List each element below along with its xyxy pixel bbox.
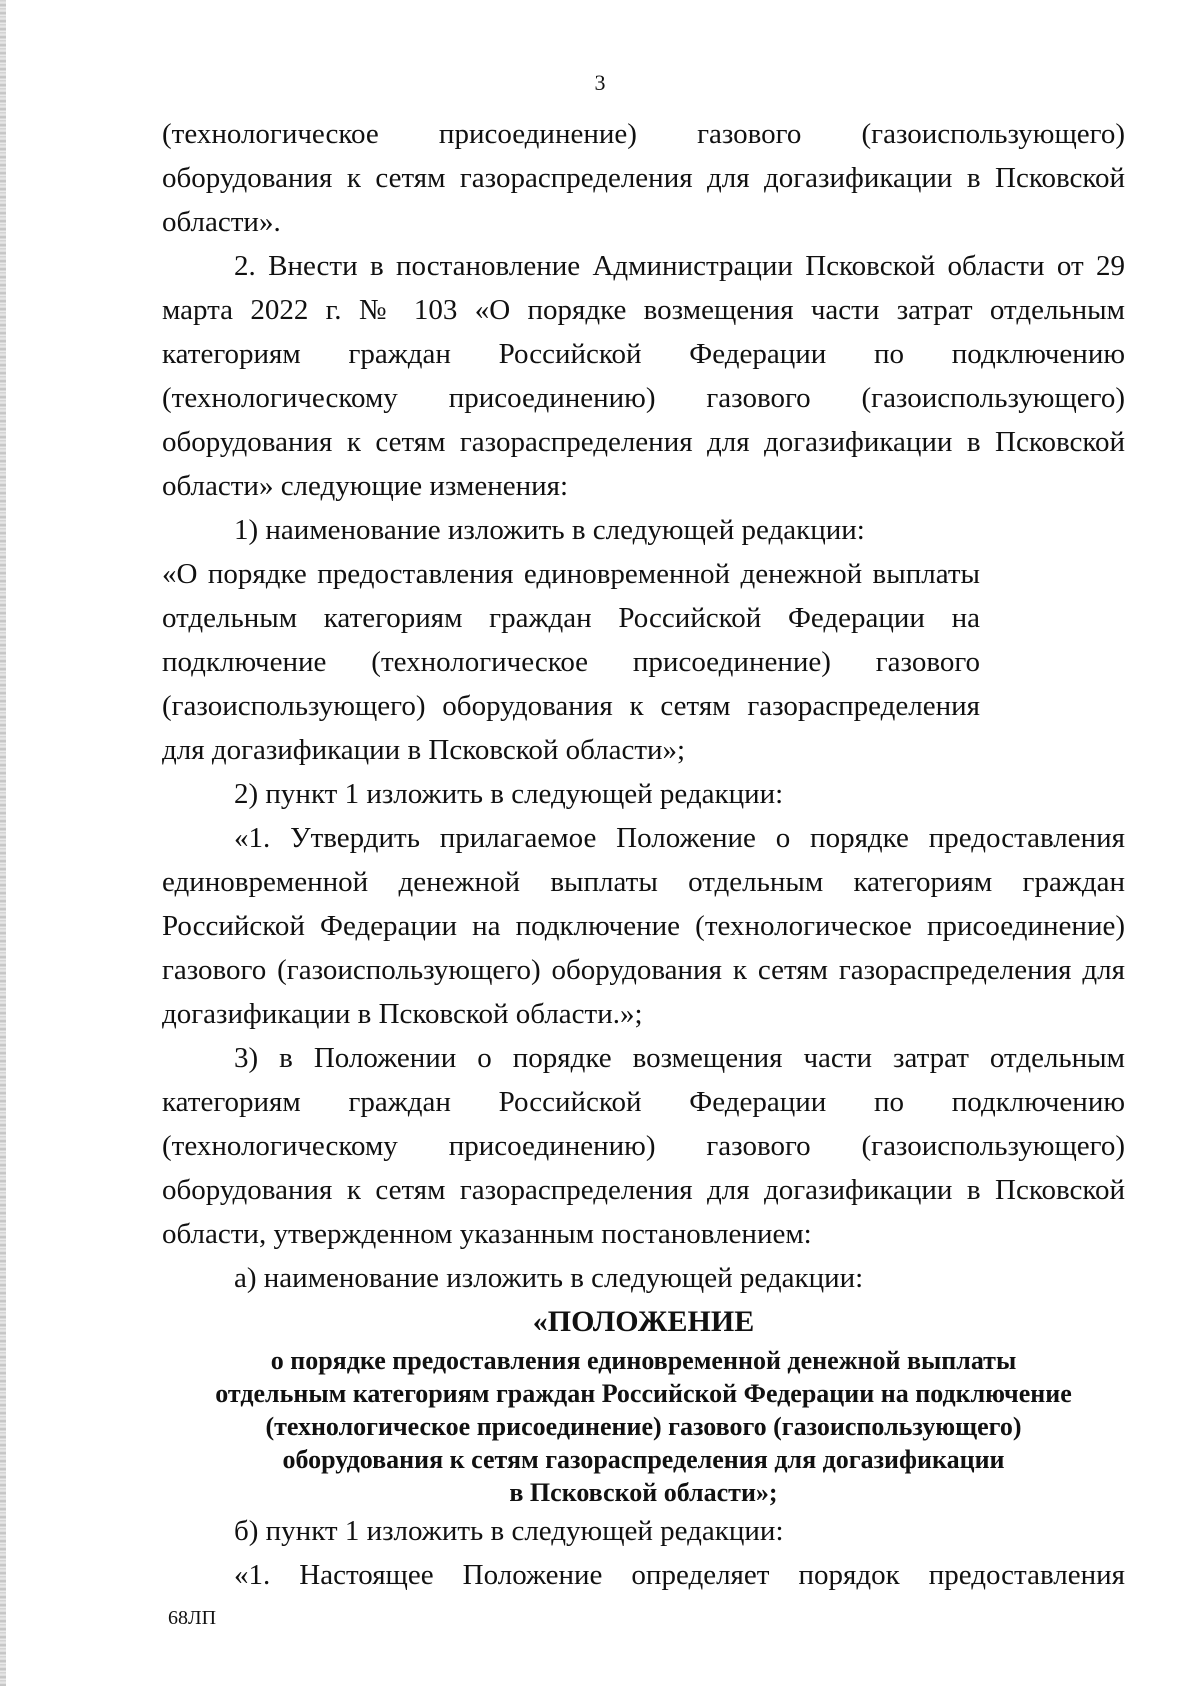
paragraph-8: б) пункт 1 изложить в следующей редакции: [234, 1515, 784, 1547]
paragraph-9: «1. Настоящее Положение определяет порядок предоставления [234, 1559, 1125, 1591]
heading-line-2: отдельным категориям граждан Российской Федерации на подключение [215, 1379, 1072, 1408]
scan-edge [0, 0, 6, 1686]
paragraph-4: 2) пункт 1 изложить в следующей редакции: [234, 778, 784, 810]
paragraph-5: «1. Утвердить прилагаемое Положение о порядке предоставления единовременной денежной выплаты отдельным категориям граждан Российской Федерации на подключение (технологическое присоединение) газового (газоиспользующего) оборудования к сетям газораспределения для догазификации в Псковской области.»; [162, 822, 1125, 1030]
heading-line-4: оборудования к сетям газораспределения для догазификации [282, 1445, 1005, 1474]
document-body [162, 112, 1125, 1597]
quoted-title: «О порядке предоставления единовременной денежной выплаты отдельным категориям граждан Российской Федерации на подключение (технологическое присоединение) газового (газоиспользующего) оборудования к сетям газораспределения для догазификации в Псковской области»; [162, 558, 980, 766]
paragraph-2: 2. Внести в постановление Администрации Псковской области от 29 марта 2022 г. № 103 «О порядке возмещения части затрат отдельным категориям граждан Российской Федерации по подключению (технологическому присоединению) газового (газоиспользующего) оборудования к сетям газораспределения для догазификации в Псковской области» следующие изменения: [162, 250, 1125, 502]
page-number: 3 [594, 70, 606, 95]
paragraph-7: а) наименование изложить в следующей редакции: [234, 1262, 864, 1294]
heading-line-5: в Псковской области»; [509, 1478, 778, 1507]
document-code: 68ЛП [168, 1607, 217, 1629]
heading-title: «ПОЛОЖЕНИЕ [532, 1305, 755, 1338]
heading-line-1: о порядке предоставления единовременной денежной выплаты [270, 1346, 1017, 1375]
paragraph-3: 1) наименование изложить в следующей редакции: [234, 514, 865, 546]
regulation-heading [162, 1300, 1125, 1509]
heading-line-3: (технологическое присоединение) газового (газоиспользующего) [265, 1412, 1022, 1441]
paragraph-1: (технологическое присоединение) газового (газоиспользующего) оборудования к сетям газораспределения для догазификации в Псковской области». [162, 118, 1125, 238]
paragraph-6: 3) в Положении о порядке возмещения части затрат отдельным категориям граждан Российской Федерации по подключению (технологическому присоединению) газового (газоиспользующего) оборудования к сетям газораспределения для догазификации в Псковской области, утвержденном указанным постановлением: [162, 1042, 1125, 1250]
